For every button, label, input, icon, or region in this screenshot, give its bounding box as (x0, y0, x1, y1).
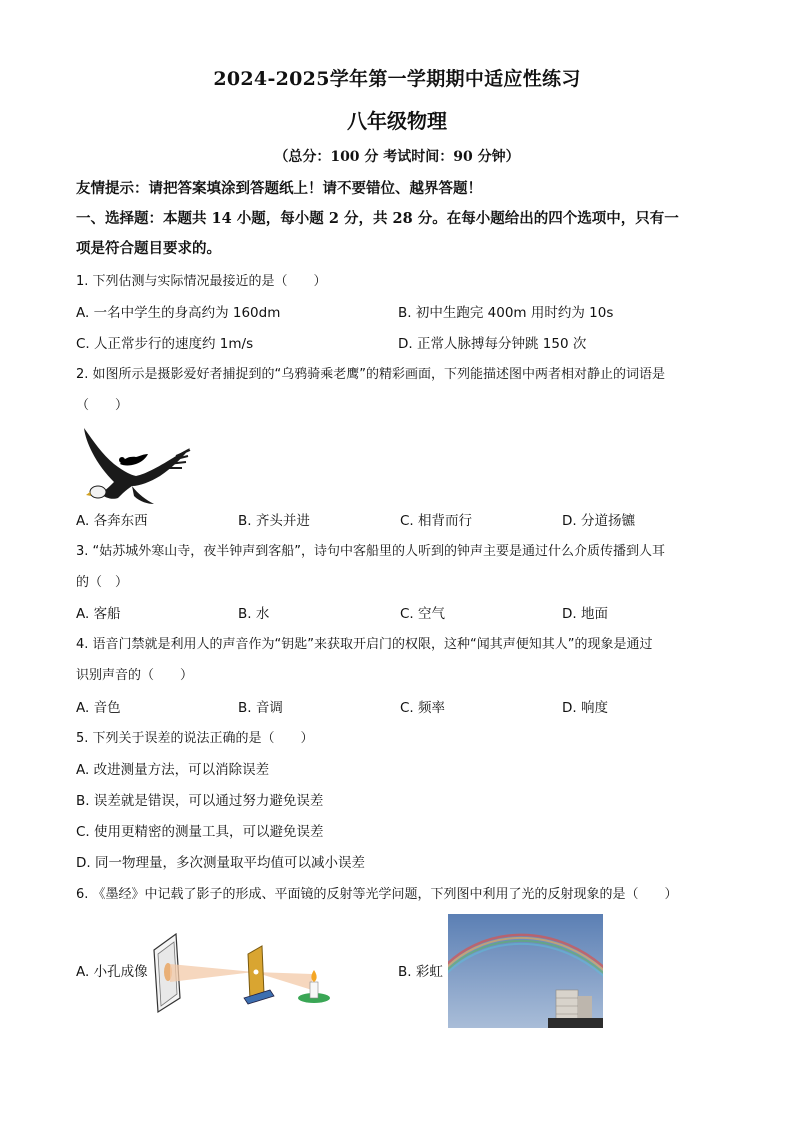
exam-subject: 八年级物理 (347, 109, 447, 133)
exam-title: 2024-2025学年第一学期期中适应性练习 (213, 68, 581, 90)
question-5-option-a: A. 改进测量方法，可以消除误差 (76, 762, 270, 778)
question-3-option-d: D. 地面 (562, 606, 608, 622)
question-2-stem-line1: 2. 如图所示是摄影爱好者捕捉到的“乌鸦骑乘老鹰”的精彩画面，下列能描述图中两者相对静止的词语是 (76, 367, 666, 382)
question-4-option-b: B. 音调 (238, 700, 283, 716)
question-4-option-d: D. 响度 (562, 700, 608, 716)
section-heading-line2: 项是符合题目要求的。 (76, 240, 221, 257)
question-1-option-c: C. 人正常步行的速度约 1m/s (76, 336, 254, 352)
question-2-option-b: B. 齐头并进 (238, 513, 310, 529)
crow-riding-eagle-image (76, 424, 192, 506)
question-1-option-d: D. 正常人脉搏每分钟跳 150 次 (398, 336, 587, 352)
question-2-stem-line2: （ ） (76, 398, 129, 413)
question-5-option-d: D. 同一物理量，多次测量取平均值可以减小误差 (76, 855, 365, 871)
question-4-stem-line2: 识别声音的（ ） (76, 668, 194, 683)
question-1-stem: 1. 下列估测与实际情况最接近的是（ ） (76, 274, 327, 289)
question-2-option-d: D. 分道扬镳 (562, 513, 635, 529)
question-4-option-a: A. 音色 (76, 700, 121, 716)
question-6-stem: 6. 《墨经》中记载了影子的形成、平面镜的反射等光学问题，下列图中利用了光的反射现象的是（ ） (76, 887, 678, 902)
rainbow-photo (448, 914, 603, 1028)
pinhole-imaging-diagram (150, 928, 340, 1014)
question-1-option-a: A. 一名中学生的身高约为 160dm (76, 305, 281, 321)
question-2-option-c: C. 相背而行 (400, 513, 473, 529)
question-6-option-a: A. 小孔成像 (76, 964, 148, 980)
question-3-option-b: B. 水 (238, 606, 270, 622)
question-3-stem-line2: 的（ ） (76, 575, 129, 590)
question-4-option-c: C. 频率 (400, 700, 446, 716)
question-1-option-b: B. 初中生跑完 400m 用时约为 10s (398, 305, 614, 321)
question-3-stem-line1: 3. “姑苏城外寒山寺，夜半钟声到客船”，诗句中客船里的人听到的钟声主要是通过什么介质传播到人耳 (76, 544, 666, 559)
section-heading-line1: 一、选择题：本题共 14 小题，每小题 2 分，共 28 分。在每小题给出的四个选项中，只有一 (76, 210, 679, 227)
question-2-option-a: A. 各奔东西 (76, 513, 148, 529)
notice: 友情提示：请把答案填涂到答题纸上！请不要错位、越界答题！ (76, 180, 482, 197)
question-5-option-b: B. 误差就是错误，可以通过努力避免误差 (76, 793, 324, 809)
question-5-stem: 5. 下列关于误差的说法正确的是（ ） (76, 731, 314, 746)
question-6-option-b: B. 彩虹 (398, 964, 443, 980)
exam-info: （总分：100 分 考试时间：90 分钟） (274, 149, 520, 165)
question-4-stem-line1: 4. 语音门禁就是利用人的声音作为“钥匙”来获取开启门的权限，这种“闻其声便知其人”的现象是通过 (76, 637, 653, 652)
question-3-option-a: A. 客船 (76, 606, 121, 622)
question-3-option-c: C. 空气 (400, 606, 446, 622)
question-5-option-c: C. 使用更精密的测量工具，可以避免误差 (76, 824, 324, 840)
